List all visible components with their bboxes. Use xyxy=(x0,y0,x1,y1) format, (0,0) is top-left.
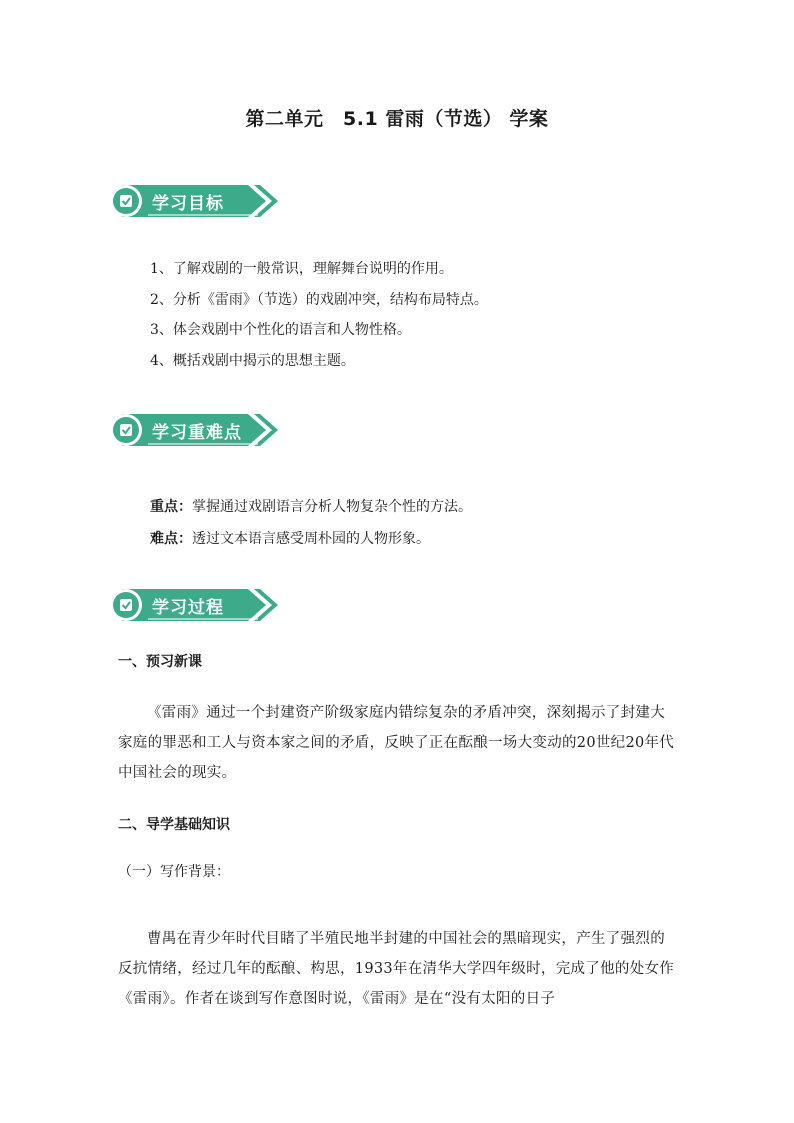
sub1-paragraph: 曹禺在青少年时代目睹了半殖民地半封建的中国社会的黑暗现实，产生了强烈的反抗情绪，经过几年的酝酿、构思，1933年在清华大学四年级时，完成了他的处女作《雷雨》。作者在谈到写作意图时说，《雷雨》是在“没有太阳的日子 xyxy=(118,931,675,1007)
objective-item-1: 1、了解戏剧的一般常识，理解舞台说明的作用。 xyxy=(150,261,453,277)
key-point-line xyxy=(150,497,472,517)
difficult-point-text: 透过文本语言感受周朴园的人物形象。 xyxy=(192,531,430,547)
part1-heading: 一、预习新课 xyxy=(118,654,202,670)
part2-heading: 二、导学基础知识 xyxy=(118,817,230,833)
page-title: 第二单元 5.1 雷雨（节选） 学案 xyxy=(245,108,549,130)
key-point-text: 掌握通过戏剧语言分析人物复杂个性的方法。 xyxy=(192,499,472,515)
section-heading-objectives: 学习目标 xyxy=(152,194,224,214)
part1-paragraph: 《雷雨》通过一个封建资产阶级家庭内错综复杂的矛盾冲突，深刻揭示了封建大家庭的罪恶和工人与资本家之间的矛盾，反映了正在酝酿一场大变动的20世纪20年代中国社会的现实。 xyxy=(118,705,675,781)
key-point-label: 重点： xyxy=(150,499,192,515)
difficult-point-label: 难点： xyxy=(150,531,192,547)
section-badge-objectives xyxy=(108,181,278,221)
section-badge-process xyxy=(108,585,278,625)
section-badge-keypoints xyxy=(108,410,278,450)
objective-item-3: 3、体会戏剧中个性化的语言和人物性格。 xyxy=(150,322,411,338)
objective-item-4: 4、概括戏剧中揭示的思想主题。 xyxy=(150,353,355,369)
difficult-point-line xyxy=(150,529,430,549)
sub1-heading: （一）写作背景： xyxy=(118,864,230,880)
section-heading-process: 学习过程 xyxy=(152,598,224,618)
objective-item-2: 2、分析《雷雨》（节选）的戏剧冲突，结构布局特点。 xyxy=(150,292,488,308)
section-heading-keypoints: 学习重难点 xyxy=(152,423,242,443)
